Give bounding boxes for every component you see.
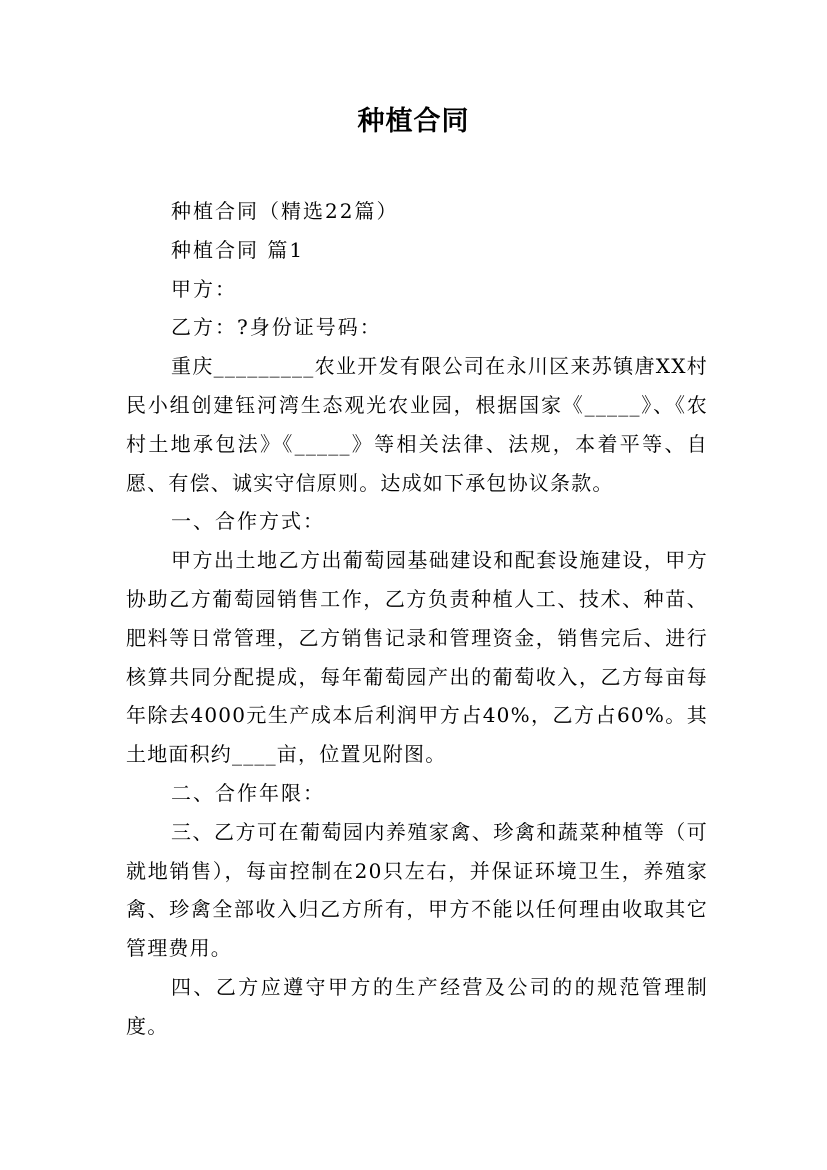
party-b-line: 乙方：?身份证号码： xyxy=(171,315,382,340)
intro-paragraph: 重庆_________农业开发有限公司在永川区来苏镇唐XX村民小组创建钰河湾生态观光农业园，根据国家《_____》、《农村土地承包法》《_____》等相关法律、法规，本着平等、自愿、有偿、诚实守信原则。达成如下承包协议条款。 xyxy=(126,354,708,495)
section-1-heading: 一、合作方式： xyxy=(171,509,325,534)
document-body xyxy=(126,192,708,1046)
party-a-line: 甲方： xyxy=(171,276,237,301)
document-title: 种植合同 xyxy=(357,106,470,137)
chapter-heading: 种植合同 篇1 xyxy=(171,237,305,262)
section-4-paragraph: 四、乙方应遵守甲方的生产经营及公司的的规范管理制度。 xyxy=(126,974,708,1038)
document-subtitle: 种植合同（精选22篇） xyxy=(171,199,399,223)
section-3-paragraph: 三、乙方可在葡萄园内养殖家禽、珍禽和蔬菜种植等（可就地销售），每亩控制在20只左右，并保证环境卫生，养殖家禽、珍禽全部收入归乙方所有，甲方不能以任何理由收取其它管理费用。 xyxy=(126,819,708,961)
section-2-heading: 二、合作年限： xyxy=(171,780,325,805)
section-1-paragraph: 甲方出土地乙方出葡萄园基础建设和配套设施建设，甲方协助乙方葡萄园销售工作，乙方负责种植人工、技术、种苗、肥料等日常管理，乙方销售记录和管理资金，销售完后、进行核算共同分配提成，每年葡萄园产出的葡萄收入，乙方每亩每年除去4000元生产成本后利润甲方占40%，乙方占60%。其土地面积约____亩，位置见附图。 xyxy=(126,548,708,767)
